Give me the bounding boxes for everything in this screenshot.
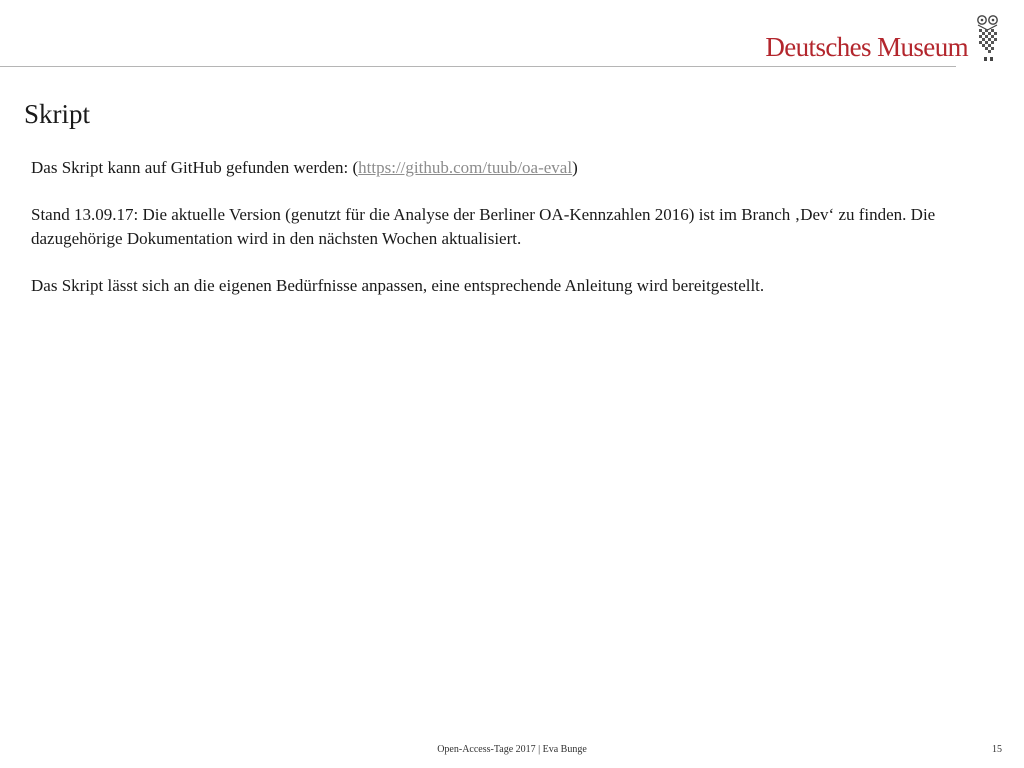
paragraph-github <box>31 156 971 179</box>
header-divider <box>0 66 956 67</box>
slide-title: Skript <box>24 99 91 129</box>
paragraph-customize: Das Skript lässt sich an die eigenen Bedürfnisse anpassen, eine entsprechende Anleitung wird bereitgestellt. <box>31 276 765 296</box>
paragraph-status: Stand 13.09.17: Die aktuelle Version (genutzt für die Analyse der Berliner OA-Kennzahlen 2016) ist im Branch ‚Dev‘ zu finden. Die dazugehörige Dokumentation wird in den nächsten Wochen aktualisiert. <box>31 205 936 248</box>
paragraph-github-close: ) <box>572 158 578 177</box>
slide-body <box>31 156 971 322</box>
deutsches-museum-logo <box>765 14 1002 64</box>
github-link[interactable]: https://github.com/tuub/oa-eval <box>358 158 573 177</box>
paragraph-github-text: Das Skript kann auf GitHub gefunden werden: ( <box>31 158 359 177</box>
footer-text: Open-Access-Tage 2017 | Eva Bunge <box>437 744 587 755</box>
page-number: 15 <box>992 744 1002 755</box>
logo-text: Deutsches Museum <box>765 32 968 62</box>
owl-icon <box>974 14 1002 64</box>
